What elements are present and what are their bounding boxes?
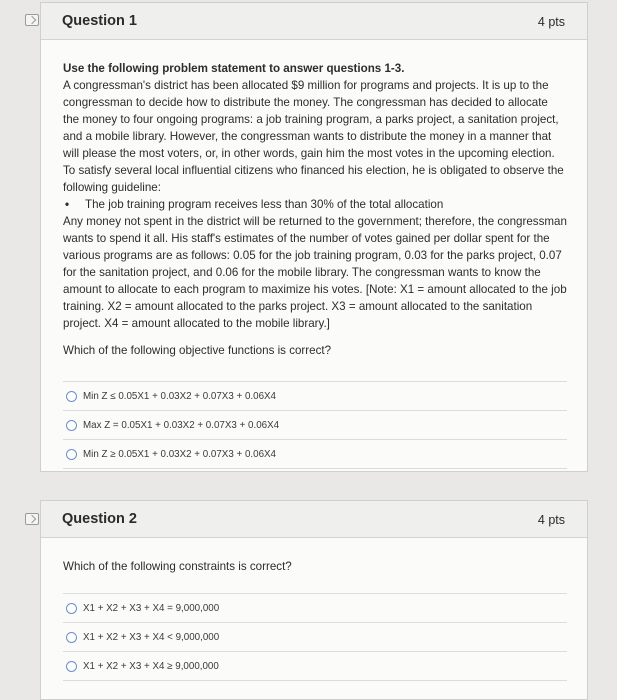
option-label: Max Z = 0.05X1 + 0.03X2 + 0.07X3 + 0.06X4 [83,419,280,431]
option-label: X1 + X2 + X3 + X4 < 9,000,000 [83,631,220,643]
option-label: Min Z ≤ 0.05X1 + 0.03X2 + 0.07X3 + 0.06X4 [83,390,277,402]
radio-button-icon[interactable] [66,661,77,672]
question-1-option-2[interactable] [63,410,567,439]
question-2-option-2[interactable] [63,622,567,651]
flag-question-1-icon[interactable] [25,14,39,26]
question-1-details: Any money not spent in the district will be returned to the government; therefore, the congressman wants to spend it all. His staff's estimates of the number of votes gained per dollar spent for the various programs are as follows: 0.05 for the job training program, 0.03 for the parks project, 0.07 for the sanitation project, and 0.06 for the mobile library. The congressman wants to know the amount to allocate to each program to maximize his votes. [Note: X1 = amount allocated to the job training. X2 = amount allocated to the parks project. X3 = amount allocated to the sanitation project. X4 = amount allocated to the mobile library.] [63,215,567,330]
question-1-points: 4 pts [537,15,565,29]
radio-button-icon[interactable] [66,632,77,643]
question-2-body [41,538,587,691]
question-1-option-3[interactable] [63,439,567,469]
radio-button-icon[interactable] [66,391,77,402]
question-1-problem: A congressman's district has been allocated $9 million for programs and projects. It is up to the congressman to decide how to distribute the money. The congressman has decided to allocate the money to four ongoing programs: a job training program, a parks project, a sanitation project, and a mobile library. However, the congressman wants to distribute the money in a manner that will please the most voters, or, in other words, gain him the most votes in the upcoming election. To satisfy several local influential citizens who financed his election, he is obligated to observe the following guideline: [63,79,564,194]
question-2-answers [63,593,567,681]
radio-button-icon[interactable] [66,449,77,460]
question-1-guideline-item: • The job training program receives less than 30% of the total allocation [63,196,567,213]
question-1-intro: Use the following problem statement to answer questions 1-3. [63,62,405,75]
flag-question-2-icon[interactable] [25,513,39,525]
question-1-guidelines [63,196,567,213]
question-1-card [40,2,588,472]
radio-button-icon[interactable] [66,603,77,614]
question-1-answers [63,381,567,469]
question-1-title: Question 1 [62,13,137,29]
question-2-option-3[interactable] [63,651,567,681]
option-label: Min Z ≥ 0.05X1 + 0.03X2 + 0.07X3 + 0.06X4 [83,448,277,460]
question-2-header [41,501,587,538]
question-2-title: Question 2 [62,511,137,527]
question-1-prompt: Which of the following objective functions is correct? [63,344,332,357]
question-1-header [41,3,587,40]
question-1-option-1[interactable] [63,381,567,410]
radio-button-icon[interactable] [66,420,77,431]
option-label: X1 + X2 + X3 + X4 ≥ 9,000,000 [83,660,219,672]
option-label: X1 + X2 + X3 + X4 = 9,000,000 [83,602,220,614]
question-2-card [40,500,588,700]
question-1-body [41,40,587,479]
question-2-prompt: Which of the following constraints is correct? [63,560,292,573]
question-2-points: 4 pts [537,513,565,527]
question-2-option-1[interactable] [63,593,567,622]
